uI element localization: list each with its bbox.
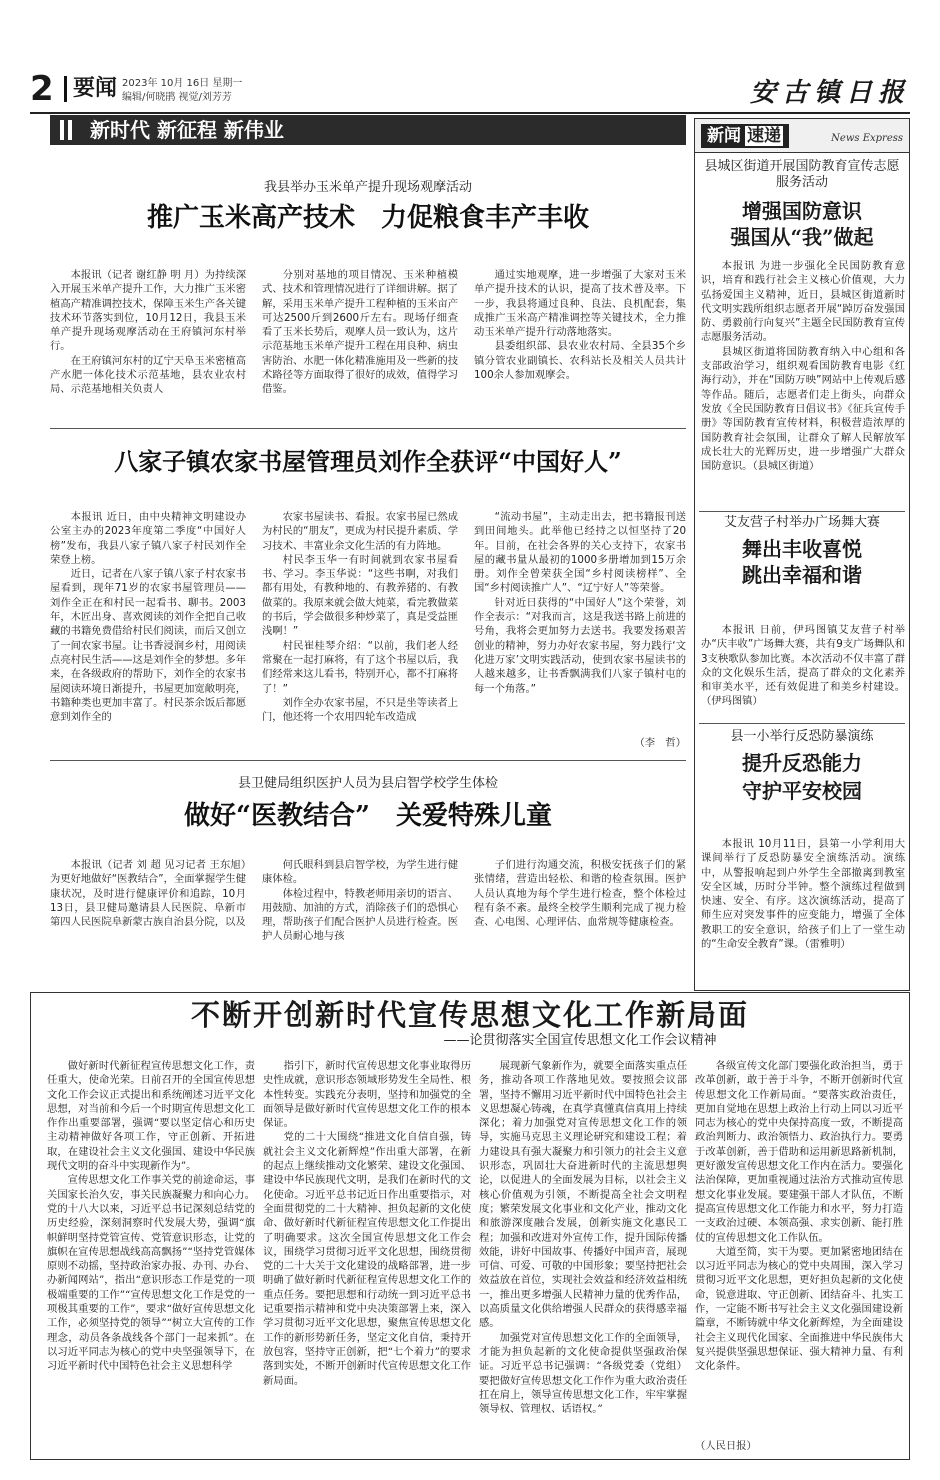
- feature-byline: （人民日报）: [695, 1440, 757, 1452]
- article3-title: 做好“医教结合” 关爱特殊儿童: [184, 801, 552, 831]
- sidebar-header-word: 速递: [747, 126, 781, 146]
- article2-column-2: [262, 510, 458, 750]
- paragraph: 近日，记者在八家子镇八家子村农家书屋看到，现年71岁的农家书屋管理员——刘作全正在和村民一起看书、聊书。2003年，木匠出身、喜欢阅读的刘作全把自己收藏的书籍免费借给村民们阅读，而后又创立了一间农家书屋。让书香浸润乡村，用阅读点亮村民生活——这是刘作全的梦想。多年来，在各级政府的帮助下，刘作全的农家书屋阅读环境日渐提升，书屋更加宽敞明亮，书籍种类也更加丰富了。村民茶余饭后都愿意到刘作全的: [50, 568, 246, 724]
- article3-kicker: 县卫健局组织医护人员为县启智学校学生体检: [237, 776, 498, 791]
- paragraph: 本报讯 10月11日，县第一小学利用大课间举行了反恐防暴安全演练活动。演练中，从警报响起到户外学生全部撤离到教室安全区域，历时分半钟。整个演练过程做到快速、安全、有序。这次演练活动，提高了师生应对突发事件的应变能力，增强了全体教职工的安全意识，给孩子们上了一堂生动的“生命安全教育”课。（雷雅明）: [701, 838, 905, 951]
- paragraph: 何氏眼科到县启智学校，为学生进行健康体检。: [262, 859, 458, 886]
- article2-title: 八家子镇农家书屋管理员刘作全获评“中国好人”: [114, 447, 622, 476]
- header-rule: [30, 112, 910, 114]
- sidebar-item-title: 守护平安校园: [742, 779, 862, 803]
- sidebar-item-title: 提升反恐能力: [742, 751, 862, 775]
- publish-date: 2023年 10月 16日 星期一: [122, 78, 243, 89]
- feature-commentary: [30, 992, 910, 1460]
- paragraph: 本报讯（记者 刘 超 见习记者 王东旭）为更好地做好“医教结合”，全面掌握学生健康状况，及时进行健康评价和追踪，10月13日，县卫健局邀请县人民医院、阜新市第四人民医院阜新蒙古族自治县分院，以及: [50, 859, 246, 929]
- paragraph: 刘作全办农家书屋，不只是坐等读者上门，他还将一个农用四轮车改造成: [262, 696, 458, 724]
- article2-column-3: [474, 510, 686, 736]
- paragraph: 县城区街道将国防教育纳入中心组和各支部政治学习，组织观看国防教育电影《红海行动》，并在“国防万映”网站中上传观后感等作品。随后，志愿者们走上街头，向群众发放《全民国防教育日倡议书》《征兵宣传手册》等国防教育宣传材料，积极营造浓厚的国防教育社会氛围，让群众了解人民解放军成长壮大的光辉历史，进一步增强广大群众国防意识。（县城区街道）: [701, 345, 905, 473]
- sidebar-header-english: News Express: [831, 133, 903, 144]
- sidebar-item-title: 跳出幸福和谐: [742, 563, 862, 587]
- paragraph: 通过实地观摩，进一步增强了大家对玉米单产提升技术的认识，提高了技术普及率。下一步，我县将通过良种、良法、良机配套，集成推广玉米高产精准调控等关键技术，全力推动玉米单产提升行动落地落实。: [474, 269, 686, 339]
- paragraph: 各级宣传文化部门要强化政治担当，勇于改革创新，敢于善于斗争，不断开创新时代宣传思想文化工作新局面。“要落实政治责任，更加自觉地在思想上政治上行动上同以习近平同志为核心的党中央保持高度一致，不断提高政治判断力、政治领悟力、政治执行力。要勇于改革创新，善于借助和运用新思路新机制，更好激发宣传思想文化工作内在活力。要强化法治保障，更加重视通过法治方式推动宣传思想文化事业发展。要建强干部人才队伍，不断提高宣传思想文化工作能力和水平，努力打造一支政治过硬、本领高强、求实创新、能打胜仗的宣传思想文化工作队伍。: [695, 1060, 903, 1244]
- feature-column-2: [263, 1059, 471, 1455]
- paragraph: 分别对基地的项目情况、玉米种植模式、技术和管理情况进行了详细讲解。据了解，采用玉米单产提升工程种植的玉米亩产可达2500斤到2600斤左右。现场仔细查看了玉米长势后，观摩人员一致认为，这片示范基地玉米单产提升工程在用良种、病虫害防治、水肥一体化精准施用及一些新的技术路径等方面取得了很好的成效，值得学习借鉴。: [262, 269, 458, 396]
- sidebar-item-title: 舞出丰收喜悦: [742, 537, 862, 561]
- article2-column-1: [50, 510, 246, 750]
- paragraph: 宣传思想文化工作事关党的前途命运，事关国家长治久安，事关民族凝聚力和向心力。党的十八大以来，习近平总书记深刻总结党的历史经验，深刻洞察时代发展大势，强调“旗帜鲜明坚持党管宣传、党管意识形态，让党的旗帜在宣传思想战线高高飘扬”“坚持党管媒体原则不动摇，坚持政治家办报、办刊、办台、办新闻网站”，指出“意识形态工作是党的一项极端重要的工作”“宣传思想文化工作是党的一项极其重要的工作”，要求“做好宣传思想文化工作，必须坚持党的领导”“树立大宣传的工作理念，动员各条战线各个部门一起来抓”。在以习近平同志为核心的党中央坚强领导下，在习近平新时代中国特色社会主义思想科学: [47, 1174, 255, 1373]
- section-banner: 新时代 新征程 新伟业: [50, 115, 686, 145]
- paragraph: 县委组织部、县农业农村局、全县35个乡镇分管农业副镇长、农科站长及相关人员共计100余人参加观摩会。: [474, 340, 686, 382]
- section-name: 要闻: [64, 76, 117, 102]
- paragraph: 加强党对宣传思想文化工作的全面领导，才能为担负起新的文化使命提供坚强政治保证。习近平总书记强调：“各级党委（党组）要把做好宣传思想文化工作作为重大政治责任扛在肩上，领导宣传思想文化工作，牢牢掌握领导权、管理权、话语权。”: [479, 1331, 687, 1416]
- paragraph: 在王府镇河东村的辽宁天阜玉米密植高产水肥一体化技术示范基地，县农业农村局、示范基地相关负责人: [50, 354, 246, 396]
- paragraph: 农家书屋读书、看报。农家书屋已然成为村民的“朋友”，更成为村民提升素质、学习技术、丰富业余文化生活的有力阵地。: [262, 511, 458, 552]
- sidebar-divider: [699, 511, 905, 512]
- article1-column-2: [262, 268, 458, 418]
- sidebar-item-kicker: 艾友营子村举办广场舞大赛: [723, 515, 880, 530]
- sidebar-item-body: [701, 837, 905, 987]
- sidebar-header: [695, 119, 909, 153]
- sidebar-item-title: 强国从“我”做起: [730, 225, 874, 249]
- feature-title: 不断开创新时代宣传思想文化工作新局面: [190, 998, 749, 1032]
- paragraph: 做好新时代新征程宣传思想文化工作，责任重大，使命光荣。日前召开的全国宣传思想文化工作会议正式提出和系统阐述习近平文化思想，对当前和今后一个时期宣传思想文化工作作出重要部署，强调“要以坚定信心和历史主动精神做好各项工作，守正创新、开拓进取，在建设社会主义文化强国、建设中华民族现代文明的奋斗中实现新作为”。: [47, 1060, 255, 1173]
- article-divider: [50, 760, 686, 761]
- paragraph: 子们进行沟通交流，积极安抚孩子们的紧张情绪，营造出轻松、和谐的检查氛围。医护人员认真地为每个学生进行检查，整个体检过程有条不紊。最终全校学生顺利完成了视力检查、心电图、心理评估、血常规等健康检查。: [474, 859, 686, 929]
- paragraph: 大道至简，实干为要。更加紧密地团结在以习近平同志为核心的党中央周围，深入学习贯彻习近平文化思想，更好担负起新的文化使命，锐意进取、守正创新、团结奋斗、扎实工作，一定能不断书写社会主义文化强国建设新篇章，不断铸就中华文化新辉煌，为全面建设社会主义现代化国家、全面推进中华民族伟大复兴提供坚强思想保证、强大精神力量、有利文化条件。: [695, 1245, 903, 1373]
- paragraph: 村民李玉华一有时间就到农家书屋看书、学习。李玉华说：“这些书啊，对我们都有用处，有教种地的、有教养猪的、有教做菜的。我原来就会做大炖菜，看完教做菜的书后，学会做很多种炒菜了，真是受益匪浅啊！”: [262, 553, 458, 638]
- article1-title: 推广玉米高产技术 力促粮食丰产丰收: [146, 203, 589, 233]
- sidebar-item-body: [701, 259, 905, 509]
- paragraph: 党的二十大围绕“推进文化自信自强，铸就社会主义文化新辉煌”作出重大部署，在新的起点上继续推动文化繁荣、建设文化强国、建设中华民族现代文明，是我们在新时代的文化使命。习近平总书记近日作出重要指示，对全面贯彻党的二十大精神、担负起新的文化使命、做好新时代新征程宣传思想文化工作提出了明确要求。这次全国宣传思想文化工作会议，围绕学习贯彻习近平文化思想，围绕贯彻党的二十大关于文化建设的战略部署，进一步明确了做好新时代新征程宣传思想文化工作的重点任务。要把思想和行动统一到习近平总书记重要指示精神和党中央决策部署上来，深入学习贯彻习近平文化思想，聚焦宣传思想文化工作的新形势新任务，坚定文化自信，秉持开放包容，坚持守正创新，把“七个着力”的要求落到实处，不断开创新时代宣传思想文化工作新局面。: [263, 1131, 471, 1387]
- article3-column-3: [474, 858, 686, 986]
- paragraph: 本报讯 近日，由中央精神文明建设办公室主办的2023年度第二季度“中国好人榜”发布，我县八家子镇八家子村民刘作全荣登上榜。: [50, 511, 246, 566]
- paragraph: 针对近日获得的“中国好人”这个荣誉，刘作全表示：“对我而言，这是我送书路上前进的号角，我将会更加努力去送书。我要发扬艰苦创业的精神，努力办好农家书屋，努力践行‘文化进万家’文明实践活动，使到农家书屋读书的人越来越多，让书香飘满我们八家子镇村屯的每一个角落。”: [474, 596, 686, 695]
- sidebar-item-kicker: 县城区街道开展国防教育宣传志愿服务活动: [704, 159, 900, 190]
- sidebar-divider: [699, 723, 905, 724]
- sidebar-header-word: 新闻: [707, 126, 741, 146]
- paragraph: 体检过程中，特教老师用亲切的语言、用鼓励、加油的方式，消除孩子们的恐惧心理，帮助孩子们配合医护人员进行检查。医护人员耐心地与孩: [262, 887, 458, 943]
- editor-credits: 编辑/何晓鹃 视觉/刘芳芳: [122, 92, 232, 103]
- page-header: [30, 70, 910, 112]
- paragraph: 本报讯 为进一步强化全民国防教育意识，培育和践行社会主义核心价值观，大力弘扬爱国主义精神，近日，县城区街道新时代文明实践所组织志愿者开展“踔厉奋发强国防、勇毅前行向复兴”主题全民国防教育宣传志愿服务活动。: [701, 260, 905, 344]
- article2-byline: （李 哲）: [634, 737, 686, 749]
- feature-subtitle: ——论贯彻落实全国宣传思想文化工作会议精神: [443, 1033, 717, 1048]
- feature-column-4: [695, 1059, 903, 1439]
- article3-column-2: [262, 858, 458, 986]
- sidebar-item-body: [701, 623, 905, 711]
- paragraph: 本报讯 日前，伊玛图镇艾友营子村举办“庆丰收”广场舞大赛，共有9支广场舞队和3支秧歌队参加比赛。本次活动不仅丰富了群众的文化娱乐生活，提高了群众的文化素养和审美水平，还有效促进了和美乡村建设。（伊玛图镇）: [701, 624, 905, 708]
- paragraph: 村民崔桂琴介绍：“以前，我们老人经常聚在一起打麻将，有了这个书屋以后，我们经常来这儿看书，特别开心，都不打麻将了！”: [262, 639, 458, 695]
- sidebar-item-kicker: 县一小举行反恐防暴演练: [730, 729, 874, 744]
- news-express-sidebar: [694, 118, 910, 991]
- article1-column-3: [474, 268, 686, 418]
- feature-column-3: [479, 1059, 687, 1455]
- article3-column-1: [50, 858, 246, 986]
- sidebar-header-title: [701, 124, 789, 148]
- article1-kicker: 我县举办玉米单产提升现场观摩活动: [263, 180, 472, 195]
- sidebar-item-title: 增强国防意识: [742, 199, 862, 223]
- paragraph: 本报讯（记者 谢红静 明 月）为持续深入开展玉米单产提升工作，大力推广玉米密植高产精准调控技术，保障玉米生产各关键技术环节落实到位，10月12日，我县玉米单产提升现场观摩活动在王府镇河东村举行。: [50, 269, 246, 353]
- page-number: 2: [30, 69, 54, 109]
- paragraph: 指引下，新时代宣传思想文化事业取得历史性成就，意识形态领域形势发生全局性、根本性转变。实践充分表明，坚持和加强党的全面领导是做好新时代宣传思想文化工作的根本保证。: [263, 1060, 471, 1130]
- newspaper-masthead: 安古镇日报: [749, 78, 910, 108]
- article1-column-1: [50, 268, 246, 418]
- feature-column-1: [47, 1059, 255, 1455]
- article-divider: [50, 428, 686, 429]
- paragraph: “流动书屋”，主动走出去，把书籍报刊送到田间地头。此举他已经持之以恒坚持了20年。目前，在社会各界的关心支持下，农家书屋的藏书量从最初的1000多册增加到15万余册。刘作全曾荣获全国“乡村阅读榜样”、全国“乡村阅读推广人”、“辽宁好人”等荣誉。: [474, 511, 686, 595]
- paragraph: 展现新气象新作为，就要全面落实重点任务，推动各项工作落地见效。要按照会议部署，坚持不懈用习近平新时代中国特色社会主义思想凝心铸魂，在真学真懂真信真用上持续深化；着力加强党对宣传思想文化工作的领导，实施马克思主义理论研究和建设工程；着力建设具有强大凝聚力和引领力的社会主义意识形态，巩固壮大奋进新时代的主流思想舆论，以促进人的全面发展为目标，以社会主义核心价值观为引领，不断提高全社会文明程度；繁荣发展文化事业和文化产业，推动文化和旅游深度融合发展，创新实施文化惠民工程；加强和改进对外宣传工作，提升国际传播效能，讲好中国故事、传播好中国声音，展现可信、可爱、可敬的中国形象；要坚持把社会效益放在首位，实现社会效益和经济效益相统一，推出更多增强人民精神力量的优秀作品，以高质量文化供给增强人民群众的获得感幸福感。: [479, 1060, 687, 1330]
